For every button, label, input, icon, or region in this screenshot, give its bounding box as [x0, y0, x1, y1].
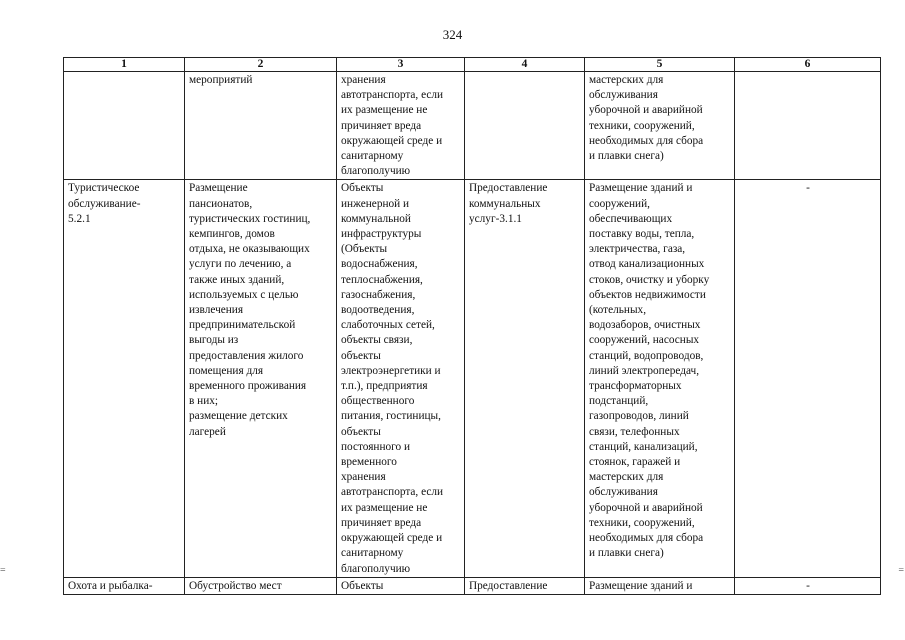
- cell-text-line: их размещение не: [341, 501, 428, 514]
- edge-mark-right: =: [898, 565, 904, 576]
- column-header: 3: [337, 58, 465, 72]
- data-table: [63, 57, 881, 595]
- table-cell: [337, 577, 465, 594]
- cell-text-line: и плавки снега): [589, 150, 664, 163]
- cell-text-line: техники, сооружений,: [589, 119, 695, 132]
- cell-text-line: водозаборов, очистных: [589, 319, 701, 332]
- cell-text-line: станций, канализаций,: [589, 440, 698, 453]
- cell-text-line: обеспечивающих: [589, 212, 673, 225]
- cell-text-line: Размещение зданий и: [589, 182, 693, 195]
- cell-text-line: Объекты: [341, 182, 384, 195]
- cell-text-line: лагерей: [189, 425, 226, 438]
- cell-text-line: извлечения: [189, 304, 244, 317]
- table-row: [64, 577, 881, 594]
- cell-text-line: 5.2.1: [68, 212, 91, 225]
- cell-text-line: коммунальных: [469, 197, 541, 210]
- table-row: [64, 180, 881, 577]
- column-header: 6: [735, 58, 881, 72]
- cell-text-line: коммунальной: [341, 212, 411, 225]
- cell-text-line: хранения: [341, 74, 386, 86]
- cell-text-line: санитарному: [341, 547, 404, 560]
- cell-text-line: временного: [341, 456, 397, 469]
- cell-text-line: уборочной и аварийной: [589, 104, 703, 117]
- table-cell: [185, 577, 337, 594]
- cell-text-line: и плавки снега): [589, 547, 664, 560]
- cell-text-line: слаботочных сетей,: [341, 319, 435, 332]
- cell-text-line: отдыха, не оказывающих: [189, 243, 310, 256]
- cell-text-line: Предоставление: [469, 182, 548, 195]
- cell-text-line: мастерских для: [589, 471, 664, 484]
- cell-text-line: сооружений,: [589, 197, 650, 210]
- table-cell: [585, 180, 735, 577]
- cell-text-line: газопроводов, линий: [589, 410, 689, 423]
- cell-text-line: сооружений, насосных: [589, 334, 700, 347]
- page-number: 324: [442, 27, 463, 42]
- cell-text-line: -: [806, 182, 810, 195]
- cell-text-line: объекты: [341, 349, 381, 362]
- cell-text-line: водоотведения,: [341, 304, 415, 317]
- cell-text-line: Туристическое: [68, 182, 140, 195]
- table-cell: [465, 180, 585, 577]
- cell-text-line: теплоснабжения,: [341, 273, 423, 286]
- cell-text-line: линий электропередач,: [589, 364, 700, 377]
- cell-text-line: поставку воды, тепла,: [589, 228, 695, 241]
- cell-text-line: уборочной и аварийной: [589, 501, 703, 514]
- cell-text-line: связи, телефонных: [589, 425, 680, 438]
- cell-text-line: Объекты: [341, 579, 384, 592]
- edge-mark-left: =: [0, 565, 6, 576]
- cell-text-line: питания, гостиницы,: [341, 410, 441, 423]
- cell-text-line: Размещение зданий и: [589, 579, 693, 592]
- cell-text-line: необходимых для сбора: [589, 532, 704, 545]
- cell-text-line: предоставления жилого: [189, 349, 304, 362]
- cell-text-line: водоснабжения,: [341, 258, 418, 271]
- cell-text-line: электроэнергетики и: [341, 364, 441, 377]
- table-cell: [735, 180, 881, 577]
- cell-text-line: отвод канализационных: [589, 258, 705, 271]
- cell-text-line: мастерских для: [589, 74, 664, 86]
- cell-text-line: инфраструктуры: [341, 228, 422, 241]
- cell-text-line: Размещение: [189, 182, 248, 195]
- cell-text-line: газоснабжения,: [341, 288, 416, 301]
- cell-text-line: обслуживания: [589, 89, 658, 102]
- cell-text-line: туристических гостиниц,: [189, 212, 311, 225]
- cell-text-line: общественного: [341, 395, 415, 408]
- cell-text-line: обслуживания: [589, 486, 658, 499]
- cell-text-line: благополучию: [341, 562, 411, 575]
- cell-text-line: объекты связи,: [341, 334, 413, 347]
- cell-text-line: окружающей среде и: [341, 134, 443, 147]
- cell-text-line: услуги по лечению, а: [189, 258, 292, 271]
- cell-text-line: постоянного и: [341, 440, 411, 453]
- table-cell: [735, 72, 881, 180]
- cell-text-line: помещения для: [189, 364, 264, 377]
- column-header: 2: [185, 58, 337, 72]
- cell-text-line: техники, сооружений,: [589, 516, 695, 529]
- cell-text-line: хранения: [341, 471, 386, 484]
- cell-text-line: выгоды из: [189, 334, 239, 347]
- table-header-row: [64, 58, 881, 72]
- column-header: 5: [585, 58, 735, 72]
- table-cell: [337, 180, 465, 577]
- cell-text-line: (котельных,: [589, 304, 647, 317]
- cell-text-line: причиняет вреда: [341, 119, 422, 132]
- cell-text-line: размещение детских: [189, 410, 288, 423]
- cell-text-line: т.п.), предприятия: [341, 380, 428, 393]
- column-header: 1: [64, 58, 185, 72]
- table-cell: [585, 72, 735, 180]
- cell-text-line: в них;: [189, 395, 219, 408]
- cell-text-line: объекты: [341, 425, 381, 438]
- table-cell: [337, 72, 465, 180]
- cell-text-line: стоков, очистку и уборку: [589, 273, 710, 286]
- cell-text-line: мероприятий: [189, 74, 253, 86]
- table-cell: [185, 72, 337, 180]
- cell-text-line: причиняет вреда: [341, 516, 422, 529]
- table-cell: [735, 577, 881, 594]
- cell-text-line: станций, водопроводов,: [589, 349, 704, 362]
- cell-text-line: Предоставление: [469, 579, 548, 592]
- table-cell: [585, 577, 735, 594]
- cell-text-line: предпринимательской: [189, 319, 296, 332]
- cell-text-line: пансионатов,: [189, 197, 253, 210]
- cell-text-line: окружающей среде и: [341, 532, 443, 545]
- cell-text-line: временного проживания: [189, 380, 307, 393]
- cell-text-line: Обустройство мест: [189, 579, 282, 592]
- table-cell: [465, 577, 585, 594]
- cell-text-line: подстанций,: [589, 395, 649, 408]
- cell-text-line: автотранспорта, если: [341, 486, 444, 499]
- table-cell: [64, 180, 185, 577]
- cell-text-line: кемпингов, домов: [189, 228, 275, 241]
- table-cell: [465, 72, 585, 180]
- table-cell: [64, 577, 185, 594]
- cell-text-line: -: [806, 579, 810, 592]
- cell-text-line: также иных зданий,: [189, 273, 285, 286]
- column-header: 4: [465, 58, 585, 72]
- cell-text-line: стоянок, гаражей и: [589, 456, 681, 469]
- cell-text-line: инженерной и: [341, 197, 410, 210]
- cell-text-line: трансформаторных: [589, 380, 682, 393]
- cell-text-line: используемых с целью: [189, 288, 299, 301]
- cell-text-line: услуг-3.1.1: [469, 212, 522, 225]
- cell-text-line: автотранспорта, если: [341, 89, 444, 102]
- cell-text-line: (Объекты: [341, 243, 388, 256]
- table-cell: [185, 180, 337, 577]
- cell-text-line: обслуживание-: [68, 197, 141, 210]
- table-row: [64, 72, 881, 180]
- cell-text-line: электричества, газа,: [589, 243, 686, 256]
- cell-text-line: их размещение не: [341, 104, 428, 117]
- table-body: [64, 72, 881, 595]
- cell-text-line: необходимых для сбора: [589, 134, 704, 147]
- cell-text-line: объектов недвижимости: [589, 288, 706, 301]
- table-cell: [64, 72, 185, 180]
- cell-text-line: благополучию: [341, 165, 411, 178]
- cell-text-line: Охота и рыбалка-: [68, 579, 153, 592]
- cell-text-line: санитарному: [341, 150, 404, 163]
